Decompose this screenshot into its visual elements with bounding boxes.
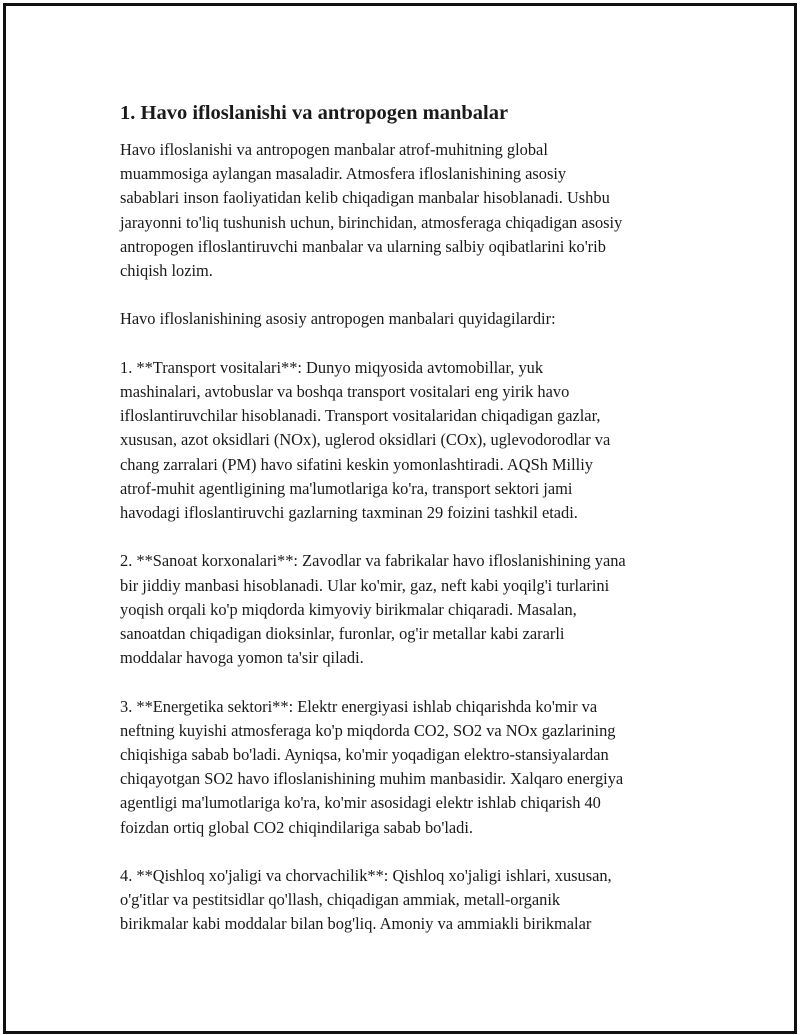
document-body xyxy=(120,100,700,961)
section-heading: 1. Havo ifloslanishi va antropogen manbalar xyxy=(120,102,509,124)
industry-paragraph: 2. **Sanoat korxonalari**: Zavodlar va fabrikalar havo ifloslanishining yana bir jiddiy manbasi hisoblanadi. Ular ko'mir, gaz, neft kabi yoqilg'i turlarini yoqish orqali ko'p miqdorda kimyoviy birikmalar chiqaradi. Masalan, sanoatdan chiqadigan dioksinlar, furonlar, og'ir metallar kabi zararli moddalar havoga yomon ta'sir qiladi. xyxy=(120,551,626,668)
page-frame xyxy=(3,3,797,1034)
energy-paragraph: 3. **Energetika sektori**: Elektr energiyasi ishlab chiqarishda ko'mir va neftning kuyishi atmosferaga ko'p miqdorda CO2, SO2 va NOx gazlarining chiqishiga sabab bo'ladi. Ayniqsa, ko'mir yoqadigan elektro-stansiyalardan chiqayotgan SO2 havo ifloslanishining muhim manbasidir. Xalqaro energiya agentligi ma'lumotlariga ko'ra, ko'mir asosidagi elektr ishlab chiqarish 40 foizdan ortiq global CO2 chiqindilariga sabab bo'ladi. xyxy=(120,696,624,837)
sources-lead-paragraph: Havo ifloslanishining asosiy antropogen manbalari quyidagilardir: xyxy=(120,309,556,329)
intro-paragraph: Havo ifloslanishi va antropogen manbalar atrof-muhitning global muammosiga aylangan masaladir. Atmosfera ifloslanishining asosiy sabablari inson faoliyatidan kelib chiqadigan manbalar hisoblanadi. Ushbu jarayonni to'liq tushunish uchun, birinchidan, atmosferaga chiqadigan asosiy antropogen ifloslantiruvchi manbalar va ularning salbiy oqibatlarini ko'rib chiqish lozim. xyxy=(120,140,623,281)
transport-paragraph: 1. **Transport vositalari**: Dunyo miqyosida avtomobillar, yuk mashinalari, avtobuslar va boshqa transport vositalari eng yirik havo ifloslantiruvchilar hisoblanadi. Transport vositalaridan chiqadigan gazlar, xususan, azot oksidlari (NOx), uglerod oksidlari (COx), uglevodorodlar va chang zarralari (PM) havo sifatini keskin yomonlashtiradi. AQSh Milliy atrof-muhit agentligining ma'lumotlariga ko'ra, transport sektori jami havodagi ifloslantiruvchi gazlarning taxminan 29 foizini tashkil etadi. xyxy=(120,357,611,523)
agriculture-paragraph: 4. **Qishloq xo'jaligi va chorvachilik**: Qishloq xo'jaligi ishlari, xususan, o'g'itlar va pestitsidlar qo'llash, chiqadigan ammiak, metall-organik birikmalar kabi moddalar bilan bog'liq. Amoniy va ammiakli birikmalar xyxy=(120,866,612,934)
